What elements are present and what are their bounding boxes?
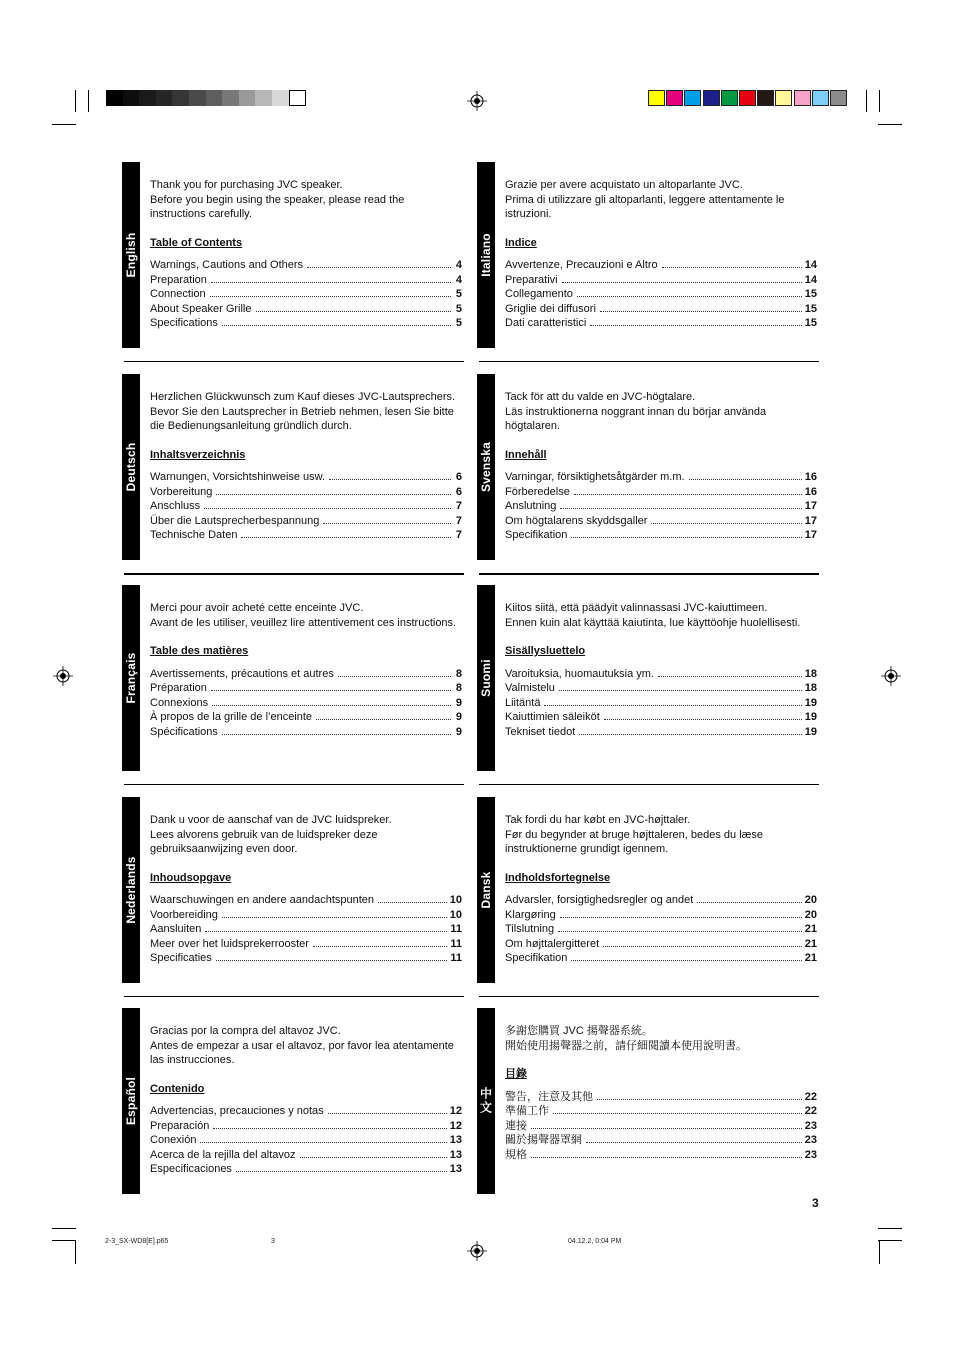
toc-entry-page: 16 [804,485,817,498]
toc-entry-page: 14 [804,273,817,286]
toc-entry [505,667,817,682]
toc-entry [505,499,817,514]
toc-entry [150,1148,462,1163]
color-swatch [830,90,847,106]
toc-entry [150,893,462,908]
toc-entry-page: 23 [804,1134,817,1147]
registration-mark-icon [53,666,73,686]
language-section [477,797,819,983]
toc-entry-text: Warnings, Cautions and Others [150,259,304,272]
toc-entry-text: Valmistelu [505,682,555,695]
dot-leader [222,734,451,735]
toc-entry [150,302,462,317]
dot-leader [577,296,802,297]
toc-entry [505,1104,817,1119]
dot-leader [204,508,451,509]
section-content [505,813,817,966]
toc-entry [150,1162,462,1177]
intro-text: Grazie per avere acquistato un altoparlante JVC. Prima di utilizzare gli altoparlanti, leggere attentamente le istruzioni. [505,179,785,221]
toc-entry-text: Acerca de la rejilla del altavoz [150,1148,296,1161]
dot-leader [216,960,448,961]
toc-entry [505,893,817,908]
language-tab [122,1008,140,1194]
toc-entry [505,514,817,529]
gray-swatch [139,90,156,106]
toc-entry [150,667,462,682]
toc-entry [150,287,462,302]
toc-heading: Inhoudsopgave [150,871,232,884]
toc-entry-page: 12 [449,1105,462,1118]
dot-leader [329,479,451,480]
dot-leader [205,931,447,932]
toc-entry-page: 20 [804,894,817,907]
gray-swatch [189,90,206,106]
gray-swatch [123,90,140,106]
toc-entry-text: Especificaciones [150,1163,232,1176]
intro-text: Tak fordi du har købt en JVC-højttaler. Før du begynder at bruge højttaleren, bedes du læse instruktionerne grundigt igennem. [505,814,764,856]
toc-entry-text: Förberedelse [505,485,570,498]
toc-entry [505,258,817,273]
language-section [477,162,819,348]
toc-entry-page: 5 [455,317,462,330]
toc-entry [150,937,462,952]
toc-entry-page: 12 [449,1119,462,1132]
language-section [122,585,464,771]
dot-leader [658,676,802,677]
toc-entry [505,922,817,937]
toc-entry-page: 15 [804,302,817,315]
toc-entry-text: Warnungen, Vorsichtshinweise usw. [150,471,326,484]
section-content [505,601,817,739]
dot-leader [571,960,801,961]
toc-entry-page: 10 [449,894,462,907]
toc-entry-page: 23 [804,1119,817,1132]
dot-leader [590,325,801,326]
section-divider [479,361,819,362]
dot-leader [236,1171,447,1172]
toc-entry [150,710,462,725]
gray-swatch [206,90,223,106]
dot-leader [211,282,451,283]
toc-entry-text: Vorbereitung [150,485,213,498]
toc-entry-page: 11 [450,937,462,950]
toc-entry [505,725,817,740]
footer-page: 3 [271,1238,275,1245]
toc-entry-page: 18 [804,682,817,695]
toc-entry-text: Griglie dei diffusori [505,302,596,315]
dot-leader [300,1157,447,1158]
gray-swatch [106,90,123,106]
toc-entry-text: Varningar, försiktighetsåtgärder m.m. [505,471,685,484]
toc-entry-text: Preparación [150,1119,210,1132]
language-tab [122,374,140,560]
color-swatch [775,90,792,106]
dot-leader [579,734,801,735]
toc-entry-text: Advarsler, forsigtighedsregler og andet [505,894,694,907]
section-content [150,601,462,739]
toc-entry [150,908,462,923]
toc-entry [150,725,462,740]
toc-entry-text: Avvertenze, Precauzioni e Altro [505,259,658,272]
toc-entry-page: 4 [455,273,462,286]
intro-text: Kiitos siitä, että päädyit valinnassasi JVC-kaiuttimeen. Ennen kuin alat käyttää kaiutinta, lue käyttöohje huolellisesti. [505,602,801,629]
toc-entry-page: 21 [804,952,817,965]
toc-entry-text: Anschluss [150,500,201,513]
dot-leader [210,296,451,297]
toc-heading: Innehåll [505,448,547,461]
toc-entry-text: Conexión [150,1134,197,1147]
toc-entry-page: 5 [455,302,462,315]
toc-entry-text: Om högtalarens skyddsgaller [505,514,648,527]
toc-entry-text: Preparation [150,273,207,286]
toc-entry-page: 5 [455,288,462,301]
toc-entry-text: Dati caratteristici [505,317,587,330]
language-label: English [124,232,138,278]
toc-entry-page: 9 [455,725,462,738]
language-label: Deutsch [124,442,138,492]
dot-leader [531,1157,802,1158]
toc-entry-text: 警告，注意及其他 [505,1090,593,1103]
toc-entry-text: 連接 [505,1119,527,1132]
dot-leader [597,1099,802,1100]
dot-leader [316,719,451,720]
toc-entry [150,922,462,937]
toc-entry-page: 9 [455,696,462,709]
section-divider [124,996,464,997]
section-divider [479,996,819,997]
toc-entry [150,316,462,331]
language-section [122,374,464,560]
toc-entry-text: Avertissements, précautions et autres [150,667,334,680]
dot-leader [600,311,802,312]
gray-swatch [272,90,289,106]
toc-entry-page: 13 [449,1163,462,1176]
toc-entry [505,908,817,923]
language-section [122,797,464,983]
dot-leader [559,690,802,691]
intro-text: Tack för att du valde en JVC-högtalare. Läs instruktionerna noggrant innan du börjar använda högtalaren. [505,391,767,433]
toc-entry [150,258,462,273]
registration-mark-icon [467,1241,487,1261]
color-swatch [684,90,701,106]
dot-leader [531,1128,802,1129]
section-divider [124,784,464,785]
toc-entry-page: 17 [804,514,817,527]
language-tab [477,374,495,560]
toc-heading: Sisällysluettelo [505,645,586,658]
toc-entry [505,1119,817,1134]
language-tab [477,1008,495,1194]
gray-swatch [222,90,239,106]
toc-entry [505,528,817,543]
dot-leader [222,325,451,326]
toc-entry-page: 19 [804,711,817,724]
dot-leader [662,267,802,268]
toc-entry-text: 準備工作 [505,1105,549,1118]
dot-leader [558,931,802,932]
toc-entry [150,273,462,288]
toc-entry [505,470,817,485]
language-section [122,1008,464,1194]
registration-mark-icon [881,666,901,686]
section-content [505,178,817,331]
toc-entry-text: Liitäntä [505,696,541,709]
language-label: 中文 [478,1087,493,1115]
toc-entry [505,287,817,302]
dot-leader [604,719,802,720]
language-section [477,1008,819,1194]
toc-entry-page: 8 [455,667,462,680]
toc-entry-page: 16 [804,471,817,484]
toc-entry [150,485,462,500]
toc-entry-page: 4 [455,259,462,272]
color-swatch [812,90,829,106]
dot-leader [216,494,451,495]
toc-entry [150,1119,462,1134]
language-label: Español [124,1076,138,1126]
language-label: Svenska [479,441,493,493]
language-tab [122,797,140,983]
dot-leader [560,508,801,509]
color-swatch [794,90,811,106]
intro-text: Gracias por la compra del altavoz JVC. Antes de empezar a usar el altavoz, por favor lea atentamente las instrucciones. [150,1025,454,1067]
page-number: 3 [812,1196,819,1210]
section-content [505,1024,817,1162]
toc-entry-text: 關於揚聲器罩網 [505,1134,582,1147]
toc-entry-page: 8 [455,682,462,695]
dot-leader [689,479,802,480]
toc-entry-text: Preparativi [505,273,558,286]
gray-swatch [289,90,306,106]
toc-heading: Table des matières [150,645,249,658]
toc-entry-page: 7 [455,529,462,542]
toc-entry-text: 規格 [505,1148,527,1161]
dot-leader [313,946,447,947]
color-swatch [739,90,756,106]
dot-leader [571,537,801,538]
dot-leader [338,676,451,677]
toc-entry-page: 23 [804,1148,817,1161]
toc-entry-text: Specifikation [505,952,568,965]
color-swatch [666,90,683,106]
toc-entry [505,696,817,711]
toc-entry-text: Aansluiten [150,923,202,936]
color-swatch [703,90,720,106]
dot-leader [241,537,451,538]
toc-entry [505,1148,817,1163]
toc-entry [150,681,462,696]
toc-entry-page: 19 [804,696,817,709]
dot-leader [560,917,802,918]
toc-entry [505,937,817,952]
toc-entry-text: Meer over het luidsprekerrooster [150,937,309,950]
toc-entry-text: Connection [150,288,206,301]
toc-entry-page: 6 [455,485,462,498]
gray-swatch [255,90,272,106]
dot-leader [307,267,451,268]
toc-heading: Table of Contents [150,236,243,249]
toc-entry-page: 15 [804,317,817,330]
toc-entry [150,528,462,543]
dot-leader [562,282,802,283]
toc-entry-text: About Speaker Grille [150,302,252,315]
toc-entry [505,273,817,288]
toc-entry-text: Tekniset tiedot [505,725,576,738]
toc-entry-page: 7 [455,500,462,513]
toc-entry [150,696,462,711]
toc-entry-text: Préparation [150,682,207,695]
toc-heading: Inhaltsverzeichnis [150,448,246,461]
toc-entry-page: 6 [455,471,462,484]
toc-entry [505,1133,817,1148]
toc-entry [150,1133,462,1148]
dot-leader [651,523,801,524]
language-label: Dansk [479,871,493,909]
dot-leader [586,1142,802,1143]
toc-entry-text: Kaiuttimien säleiköt [505,711,600,724]
toc-entry-text: Waarschuwingen en andere aandachtspunten [150,894,375,907]
toc-entry-text: Technische Daten [150,529,238,542]
toc-entry-page: 11 [450,952,462,965]
language-tab [122,585,140,771]
toc-heading: 目錄 [505,1068,527,1081]
toc-entry-page: 13 [449,1148,462,1161]
dot-leader [378,902,447,903]
section-content [150,178,462,331]
section-divider [124,361,464,362]
dot-leader [328,1113,447,1114]
dot-leader [574,494,802,495]
footer-timestamp: 04.12.2, 0:04 PM [568,1238,622,1245]
dot-leader [697,902,801,903]
language-section [122,162,464,348]
intro-text: Merci pour avoir acheté cette enceinte JVC. Avant de les utiliser, veuillez lire attentivement ces instructions. [150,602,457,629]
toc-entry-page: 14 [804,259,817,272]
toc-entry-text: Klargøring [505,908,556,921]
dot-leader [323,523,451,524]
toc-entry-page: 21 [804,937,817,950]
toc-entry-page: 7 [455,514,462,527]
color-swatch [721,90,738,106]
toc-entry-page: 11 [450,923,462,936]
section-content [505,390,817,543]
language-label: Suomi [479,659,493,697]
dot-leader [213,1128,446,1129]
toc-entry-text: Specificaties [150,952,212,965]
gray-swatch [172,90,189,106]
dot-leader [212,705,451,706]
toc-entry-text: Tilslutning [505,923,555,936]
toc-entry-page: 22 [804,1105,817,1118]
toc-entry-text: Specifications [150,317,218,330]
toc-entry-page: 21 [804,923,817,936]
intro-text: Dank u voor de aanschaf van de JVC luidspreker. Lees alvorens gebruik van de luidspreker deze gebruiksaanwijzing even door. [150,814,392,856]
gray-swatch [156,90,173,106]
footer-filename: 2-3_SX-WD8[E].p65 [105,1238,169,1245]
toc-entry-page: 17 [804,500,817,513]
toc-entry-text: Advertencias, precauciones y notas [150,1105,324,1118]
toc-entry-text: À propos de la grille de l’enceinte [150,711,313,724]
toc-entry [150,499,462,514]
toc-entry-page: 19 [804,725,817,738]
language-label: Nederlands [124,856,138,924]
toc-entry [505,302,817,317]
section-content [150,390,462,543]
toc-heading: Indice [505,236,537,249]
toc-entry-text: Spécifications [150,725,218,738]
language-tab [477,797,495,983]
toc-entry-page: 17 [804,529,817,542]
toc-entry [150,514,462,529]
toc-entry-text: Voorbereiding [150,908,218,921]
toc-entry-page: 13 [449,1134,462,1147]
toc-heading: Indholdsfortegnelse [505,871,611,884]
language-tab [477,162,495,348]
toc-entry-text: Connexions [150,696,209,709]
toc-entry-text: Specifikation [505,529,568,542]
toc-entry-page: 10 [449,908,462,921]
language-section [477,585,819,771]
toc-entry [505,710,817,725]
section-content [150,813,462,966]
toc-entry-text: Varoituksia, huomautuksia ym. [505,667,654,680]
section-divider [479,573,819,575]
language-section [477,374,819,560]
toc-entry-text: Über die Lautsprecherbespannung [150,514,320,527]
toc-entry-page: 22 [804,1090,817,1103]
color-swatch [648,90,665,106]
dot-leader [222,917,447,918]
dot-leader [544,705,801,706]
toc-entry-text: Om højttalergitteret [505,937,600,950]
toc-entry-page: 18 [804,667,817,680]
toc-entry [150,951,462,966]
dot-leader [553,1113,802,1114]
toc-entry [150,1104,462,1119]
section-divider [124,573,464,575]
toc-entry-text: Anslutning [505,500,557,513]
language-tab [477,585,495,771]
section-content [150,1024,462,1177]
color-swatch [757,90,774,106]
dot-leader [211,690,451,691]
registration-mark-icon [467,91,487,111]
dot-leader [200,1142,446,1143]
toc-heading: Contenido [150,1082,205,1095]
toc-entry-page: 9 [455,711,462,724]
toc-entry [150,470,462,485]
language-label: Italiano [479,233,493,277]
toc-entry-page: 20 [804,908,817,921]
section-divider [479,784,819,785]
language-label: Français [124,652,138,704]
intro-text: 多謝您購買 JVC 揚聲器系統。 開始使用揚聲器之前，請仔細閱讀本使用說明書。 [505,1025,747,1052]
toc-entry [505,1090,817,1105]
gray-swatch [239,90,256,106]
dot-leader [603,946,802,947]
language-tab [122,162,140,348]
toc-entry [505,681,817,696]
dot-leader [256,311,452,312]
toc-entry [505,951,817,966]
toc-entry [505,485,817,500]
toc-entry-text: Collegamento [505,288,573,301]
toc-entry [505,316,817,331]
toc-entry-page: 15 [804,288,817,301]
intro-text: Herzlichen Glückwunsch zum Kauf dieses JVC-Lautsprechers. Bevor Sie den Lautsprecher in Betrieb nehmen, lesen Sie bitte die Bedienungsanleitung gründlich durch. [150,391,456,433]
intro-text: Thank you for purchasing JVC speaker. Before you begin using the speaker, please read the instructions carefully. [150,179,405,221]
